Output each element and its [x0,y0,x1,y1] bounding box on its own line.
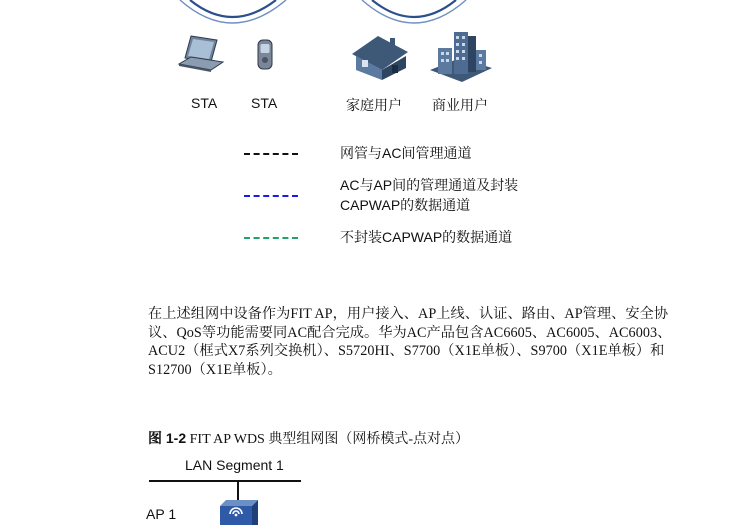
business-user-label: 商业用户 [432,99,488,114]
ap-uplink-line [237,480,239,502]
legend-text-line: CAPWAP的数据通道 [340,197,471,213]
figure-number: 图 1-2 [148,430,187,446]
sta-label-laptop: STA [191,95,218,111]
laptop-icon [177,34,225,74]
paragraph-line: 在上述组网中设备作为FIT AP，用户接入、AP上线、认证、路由、AP管理、安全协 [148,306,669,322]
house-icon [346,32,416,82]
body-paragraph [148,305,728,379]
lan-segment-label: LAN Segment 1 [185,457,284,473]
legend-text-line: AC与AP间的管理通道及封装 [340,177,519,193]
home-user-label: 家庭用户 [346,99,402,114]
figure-title: FIT AP WDS 典型组网图（网桥模式-点对点） [189,432,469,447]
lan-segment-line [149,480,301,482]
figure-caption [148,428,469,448]
legend-text-line: 网管与AC间管理通道 [340,145,472,161]
paragraph-line: ACU2（框式X7系列交换机）、S5720HI、S7700（X1E单板）、S9700（X1E单板）和 [148,343,665,359]
access-point-icon [216,500,262,525]
office-building-icon [426,26,496,84]
legend-line-management [244,153,298,155]
paragraph-line: S12700（X1E单板）。 [148,361,282,378]
legend-text-management [340,143,471,163]
legend-line-capwap-tunnel [244,195,298,197]
legend-text-line: 不封装CAPWAP的数据通道 [340,229,513,245]
sta-label-phone: STA [251,95,278,111]
legend-text-direct-data [340,227,512,247]
legend-text-capwap-tunnel [340,175,518,215]
paragraph-line: 议、QoS等功能需要同AC配合完成。华为AC产品包含AC6605、AC6005、AC6003、 [148,324,672,341]
mobile-phone-icon [254,38,276,72]
wireless-signal-arcs [0,0,750,30]
legend-line-direct-data [244,237,298,239]
ap-label: AP 1 [146,506,177,522]
